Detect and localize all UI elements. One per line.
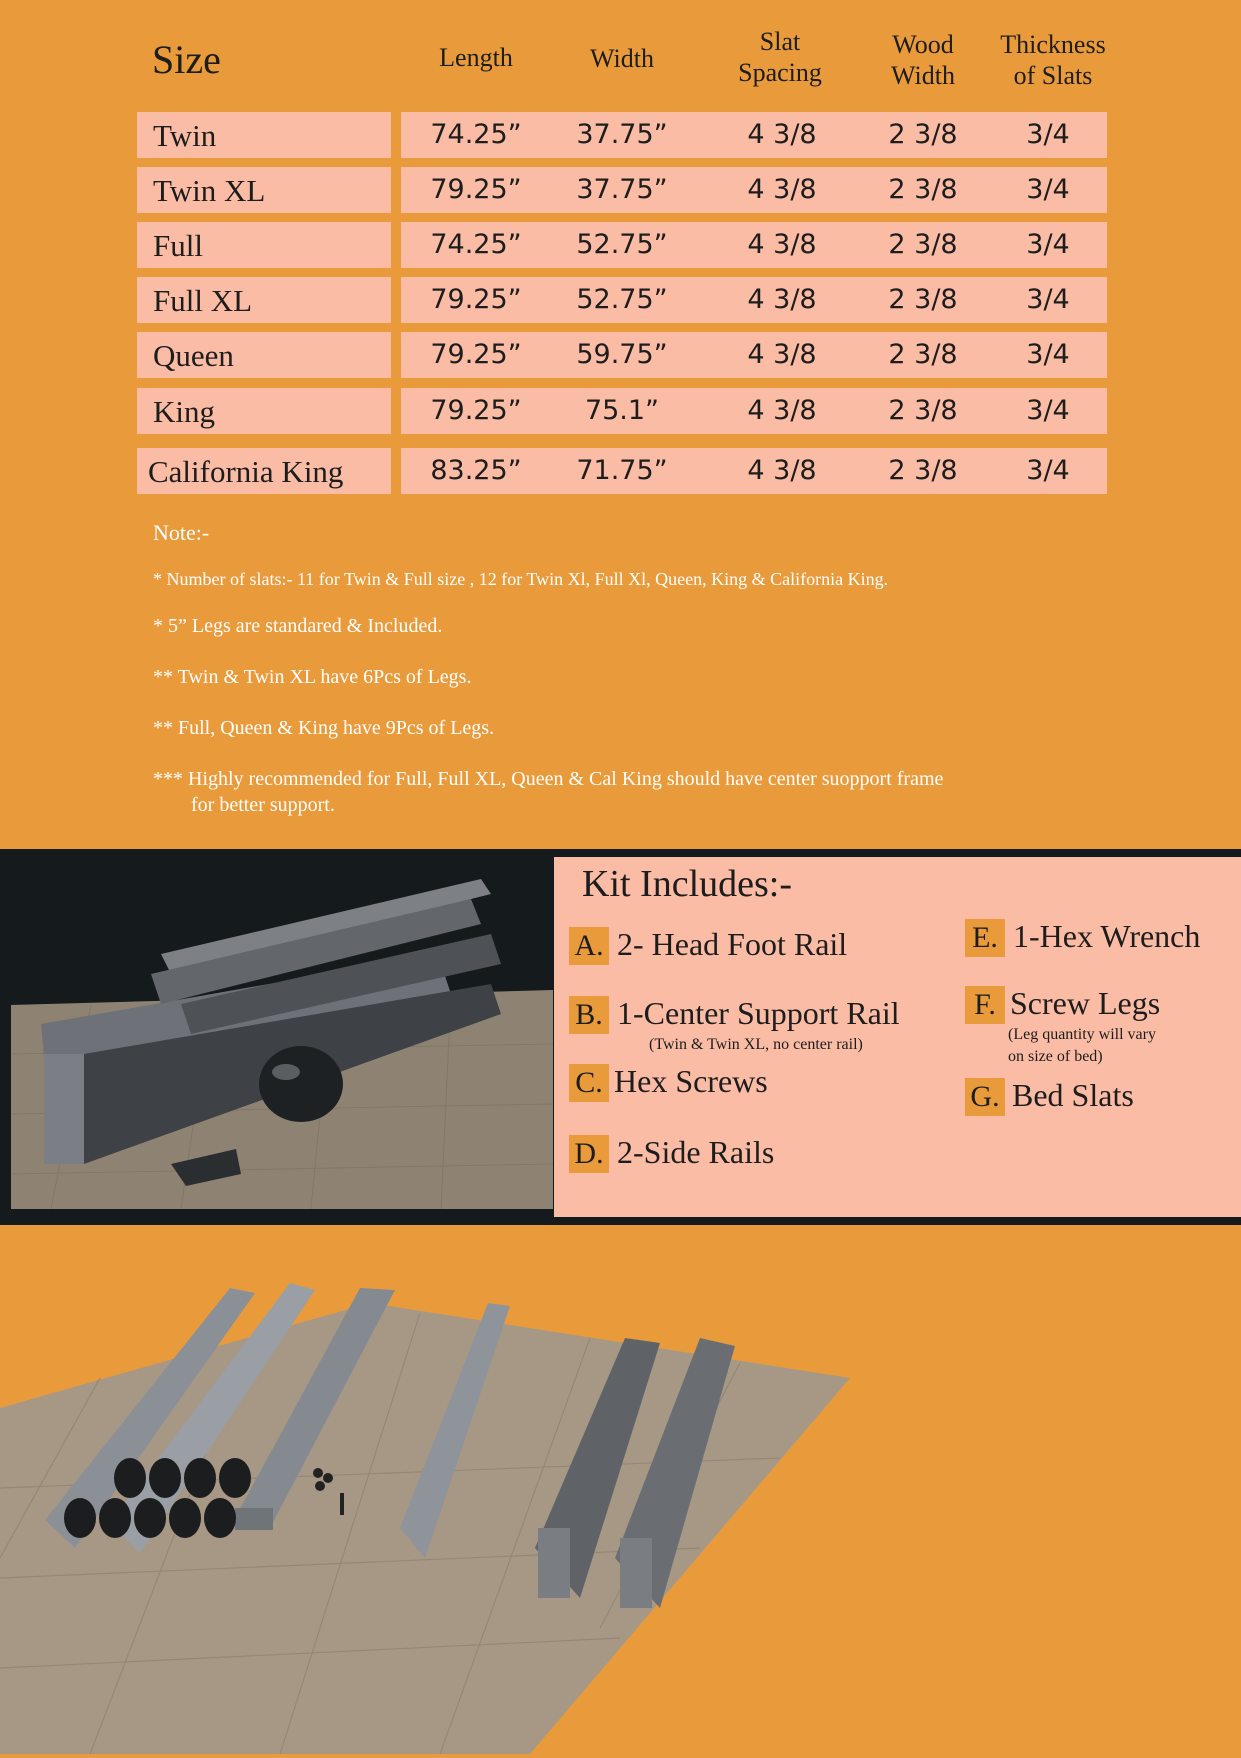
kit-item-center-support-rail: 1-Center Support Rail — [617, 995, 900, 1031]
spacing-value: 4 3/8 — [747, 284, 817, 315]
size-label: Twin — [153, 118, 217, 153]
kit-badge-d: D. — [569, 1135, 609, 1173]
length-value: 83.25” — [430, 455, 522, 486]
size-label: Full — [153, 228, 203, 263]
kit-item-screw-legs: Screw Legs — [1010, 985, 1161, 1021]
note-center-support: *** Highly recommended for Full, Full XL, Queen & Cal King should have center suopport frame — [153, 768, 944, 790]
kit-item-head-foot-rail: 2- Head Foot Rail — [617, 926, 848, 962]
width-value: 59.75” — [576, 339, 668, 370]
table-row — [0, 388, 1241, 434]
size-cell — [137, 112, 391, 158]
kit-badge-a: A. — [569, 927, 609, 965]
note-legs-standard: * 5” Legs are standared & Included. — [153, 615, 443, 637]
spacing-value: 4 3/8 — [747, 395, 817, 426]
kit-item-center-support-note: (Twin & Twin XL, no center rail) — [649, 1036, 863, 1053]
table-row — [0, 448, 1241, 494]
length-value: 79.25” — [430, 284, 522, 315]
header-length: Length — [439, 43, 513, 72]
note-twin-legs: ** Twin & Twin XL have 6Pcs of Legs. — [153, 666, 472, 688]
table-row — [0, 167, 1241, 213]
length-value: 79.25” — [430, 339, 522, 370]
kit-item-hex-wrench: 1-Hex Wrench — [1013, 918, 1201, 954]
length-value: 74.25” — [430, 119, 522, 150]
thickness-value: 3/4 — [1026, 284, 1070, 315]
unpacked-parts-photo — [0, 1228, 1241, 1754]
kit-item-hex-screws: Hex Screws — [614, 1063, 768, 1099]
size-cell — [137, 222, 391, 268]
spacing-value: 4 3/8 — [747, 455, 817, 486]
table-row — [0, 332, 1241, 378]
width-value: 37.75” — [576, 119, 668, 150]
thickness-value: 3/4 — [1026, 395, 1070, 426]
unpacked-parts-illustration — [0, 1228, 1241, 1754]
wood-value: 2 3/8 — [888, 339, 958, 370]
size-cell — [137, 277, 391, 323]
kit-item-screw-legs-note-2: on size of bed) — [1008, 1048, 1103, 1065]
length-value: 74.25” — [430, 229, 522, 260]
header-thickness — [983, 29, 1123, 91]
size-cell — [137, 332, 391, 378]
header-wood-width-line2: Width — [891, 61, 955, 90]
table-row — [0, 112, 1241, 158]
packed-bed-frame-illustration — [11, 864, 553, 1209]
header-slat-spacing-line2: Spacing — [738, 58, 822, 87]
spacing-value: 4 3/8 — [747, 174, 817, 205]
kit-badge-g: G. — [965, 1078, 1005, 1116]
kit-item-bed-slats: Bed Slats — [1012, 1077, 1134, 1113]
size-label: California King — [148, 454, 344, 489]
kit-badge-f: F. — [965, 986, 1005, 1024]
header-thickness-line2: of Slats — [1013, 61, 1093, 90]
header-slat-spacing-line1: Slat — [759, 27, 801, 56]
wood-value: 2 3/8 — [888, 455, 958, 486]
spacing-value: 4 3/8 — [747, 339, 817, 370]
header-slat-spacing — [720, 26, 840, 88]
note-better-support: for better support. — [191, 794, 335, 816]
kit-badge-c: C. — [569, 1064, 609, 1102]
size-cell — [137, 388, 391, 434]
header-size: Size — [152, 37, 221, 82]
kit-item-side-rails: 2-Side Rails — [617, 1134, 775, 1170]
wood-value: 2 3/8 — [888, 229, 958, 260]
width-value: 75.1” — [584, 395, 660, 426]
table-row — [0, 277, 1241, 323]
note-slats: * Number of slats:- 11 for Twin & Full size , 12 for Twin Xl, Full Xl, Queen, King & California King. — [153, 569, 889, 589]
size-label: Twin XL — [153, 173, 266, 208]
spacing-value: 4 3/8 — [747, 229, 817, 260]
width-value: 71.75” — [576, 455, 668, 486]
width-value: 37.75” — [576, 174, 668, 205]
note-title: Note:- — [153, 520, 210, 545]
header-thickness-line1: Thickness — [1000, 30, 1106, 59]
width-value: 52.75” — [576, 229, 668, 260]
size-label: King — [153, 394, 215, 429]
size-label: Queen — [153, 338, 234, 373]
thickness-value: 3/4 — [1026, 119, 1070, 150]
thickness-value: 3/4 — [1026, 455, 1070, 486]
spacing-value: 4 3/8 — [747, 119, 817, 150]
note-full-legs: ** Full, Queen & King have 9Pcs of Legs. — [153, 717, 495, 739]
wood-value: 2 3/8 — [888, 174, 958, 205]
kit-badge-b: B. — [569, 996, 609, 1034]
header-wood-width — [863, 29, 983, 91]
size-cell — [137, 167, 391, 213]
wood-value: 2 3/8 — [888, 284, 958, 315]
length-value: 79.25” — [430, 174, 522, 205]
size-label: Full XL — [153, 283, 253, 318]
table-row — [0, 222, 1241, 268]
kit-badge-e: E. — [965, 919, 1005, 957]
wood-value: 2 3/8 — [888, 395, 958, 426]
kit-item-screw-legs-note-1: (Leg quantity will vary — [1008, 1026, 1156, 1043]
length-value: 79.25” — [430, 395, 522, 426]
kit-title: Kit Includes:- — [582, 863, 793, 905]
size-cell — [137, 448, 391, 494]
width-value: 52.75” — [576, 284, 668, 315]
header-width: Width — [590, 44, 654, 73]
thickness-value: 3/4 — [1026, 339, 1070, 370]
wood-value: 2 3/8 — [888, 119, 958, 150]
thickness-value: 3/4 — [1026, 174, 1070, 205]
header-wood-width-line1: Wood — [892, 30, 954, 59]
thickness-value: 3/4 — [1026, 229, 1070, 260]
packed-bed-frame-photo — [11, 864, 553, 1209]
